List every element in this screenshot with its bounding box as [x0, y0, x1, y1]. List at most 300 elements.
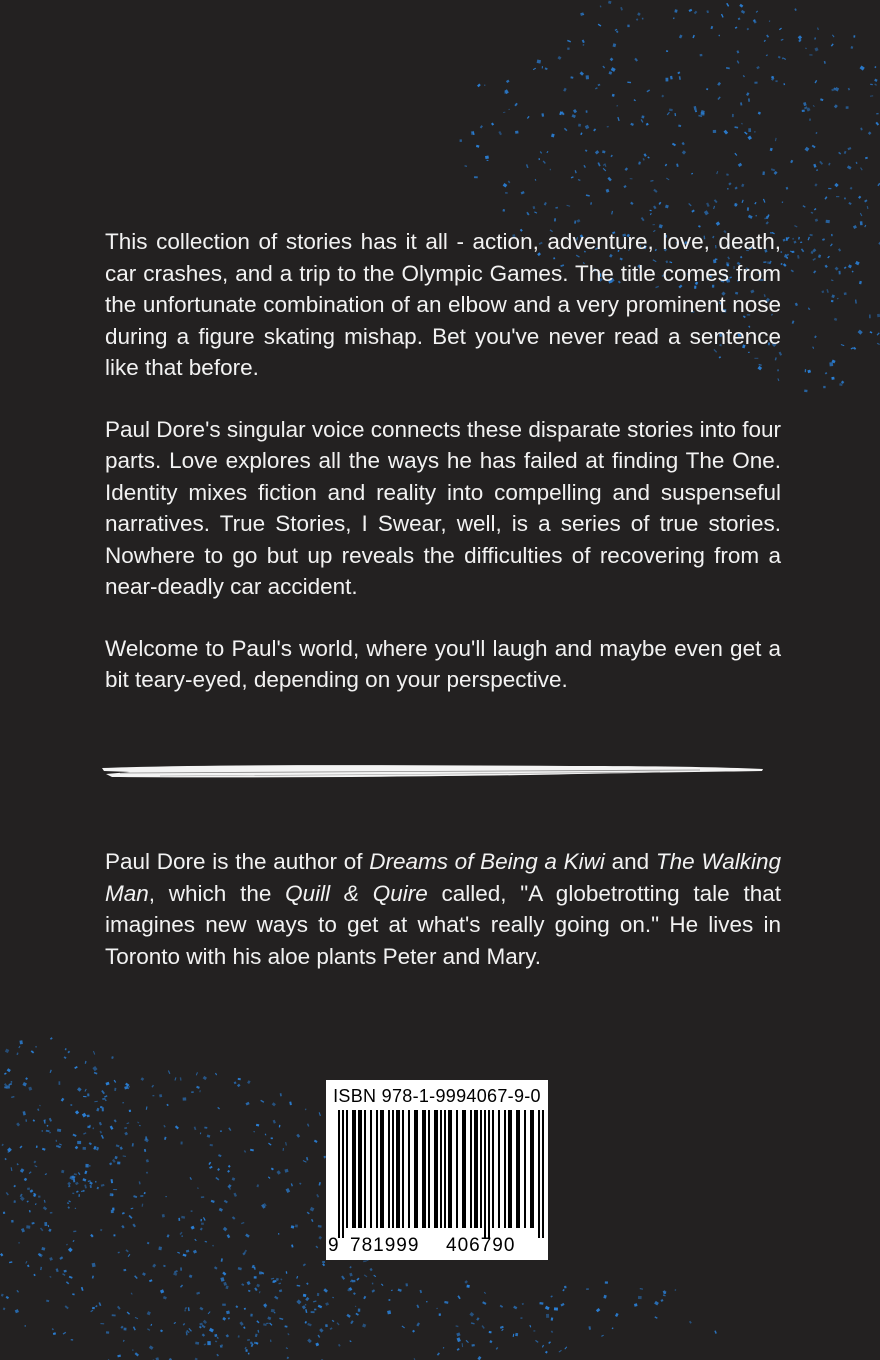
speckle: [61, 1098, 65, 1102]
speckle: [303, 1160, 307, 1163]
speckle: [805, 369, 807, 372]
speckle: [189, 1177, 192, 1180]
speckle: [297, 1285, 301, 1287]
speckle: [841, 381, 844, 384]
speckle: [781, 39, 784, 41]
speckle: [194, 1127, 197, 1131]
speckle: [844, 151, 847, 154]
barcode-bar: [470, 1110, 472, 1228]
speckle: [93, 1051, 95, 1055]
speckle: [608, 71, 612, 75]
speckle: [682, 150, 686, 154]
speckle: [816, 169, 818, 171]
speckle: [4, 1073, 7, 1075]
speckle: [464, 1280, 468, 1284]
speckle: [436, 1308, 437, 1309]
speckle: [831, 279, 834, 281]
barcode-bar: [380, 1110, 384, 1228]
speckle: [643, 153, 646, 157]
speckle: [66, 1281, 69, 1284]
speckle: [279, 1318, 283, 1320]
speckle: [141, 1077, 145, 1081]
speckle: [748, 128, 751, 132]
speckle: [104, 1095, 107, 1098]
speckle: [793, 241, 796, 244]
barcode-bar: [414, 1110, 418, 1228]
speckle: [498, 131, 502, 135]
barcode-bar: [456, 1110, 458, 1228]
speckle: [178, 1218, 180, 1221]
speckle: [227, 1170, 230, 1173]
speckle: [325, 1302, 329, 1306]
speckle: [318, 1225, 322, 1228]
speckle: [545, 1351, 548, 1354]
speckle: [870, 95, 873, 96]
speckle: [691, 173, 693, 175]
blurb-paragraph-1: This collection of stories has it all - action, adventure, love, death, car crashes, and a trip to the Olympic Games. The title comes from the unfortunate combination of an elbow and a very prominent nose during a figure skating mishap. Bet you've never read a sentence like that before.: [105, 229, 781, 380]
speckle: [226, 1311, 230, 1315]
speckle: [33, 1161, 36, 1164]
speckle: [174, 1077, 176, 1080]
speckle: [612, 1327, 614, 1329]
speckle: [11, 1220, 14, 1223]
speckle: [25, 1325, 27, 1326]
speckle: [689, 1321, 692, 1324]
barcode-bar: [358, 1110, 362, 1228]
speckle: [550, 1295, 552, 1297]
speckle: [527, 116, 530, 119]
speckle: [666, 178, 669, 181]
speckle: [272, 1102, 276, 1106]
speckle: [742, 200, 744, 203]
speckle: [247, 1339, 250, 1340]
speckle: [64, 1056, 67, 1059]
speckle: [271, 1137, 273, 1139]
speckle: [567, 48, 569, 50]
speckle: [814, 183, 817, 186]
speckle: [129, 1215, 133, 1219]
speckle: [248, 1290, 251, 1292]
speckle: [114, 1080, 117, 1083]
speckle: [740, 102, 742, 105]
speckle: [402, 1326, 405, 1329]
speckle: [16, 1122, 20, 1126]
speckle: [235, 1305, 238, 1308]
speckle: [319, 1112, 321, 1116]
speckle: [9, 1261, 12, 1263]
speckle: [325, 1324, 328, 1327]
speckle: [226, 1334, 229, 1337]
speckle: [11, 1096, 14, 1098]
speckle: [19, 1146, 22, 1149]
speckle: [678, 125, 681, 128]
speckle: [254, 1276, 257, 1278]
speckle: [139, 1181, 141, 1184]
barcode-bar: [338, 1110, 340, 1238]
speckle: [201, 1196, 204, 1198]
speckle: [177, 1252, 180, 1254]
speckle: [822, 238, 825, 241]
speckle: [419, 1290, 422, 1293]
speckle: [831, 234, 833, 236]
speckle: [205, 1241, 208, 1243]
speckle: [112, 1208, 114, 1211]
speckle: [627, 25, 629, 28]
speckle: [124, 1328, 127, 1331]
speckle: [306, 1157, 308, 1161]
speckle: [794, 225, 797, 228]
speckle: [607, 177, 611, 182]
speckle: [642, 158, 644, 161]
speckle: [48, 1229, 51, 1232]
speckle: [149, 1279, 152, 1282]
speckle: [620, 7, 623, 11]
speckle: [271, 1309, 275, 1313]
speckle: [196, 1086, 200, 1089]
speckle: [272, 1281, 275, 1283]
speckle: [117, 1162, 120, 1165]
speckle: [210, 1144, 213, 1146]
speckle: [307, 1212, 310, 1215]
speckle: [84, 1185, 87, 1189]
speckle: [679, 76, 681, 80]
speckle: [132, 1224, 136, 1228]
speckle: [689, 9, 693, 12]
speckle: [804, 147, 809, 152]
speckle: [311, 1219, 314, 1222]
speckle: [15, 1309, 19, 1313]
speckle: [24, 1178, 27, 1181]
speckle: [542, 66, 543, 68]
speckle: [319, 1328, 323, 1332]
speckle: [151, 1085, 154, 1088]
speckle: [834, 183, 838, 187]
speckle: [814, 335, 817, 338]
speckle: [135, 1317, 138, 1319]
speckle: [92, 1307, 95, 1309]
speckle: [555, 207, 558, 209]
speckle: [616, 105, 618, 107]
speckle: [283, 1148, 284, 1151]
speckle: [852, 271, 854, 273]
speckle: [27, 1200, 29, 1202]
barcode-bar: [388, 1110, 390, 1228]
speckle: [520, 1318, 522, 1319]
speckle: [443, 1347, 445, 1349]
speckle: [770, 148, 773, 151]
speckle: [193, 1250, 197, 1254]
speckle: [570, 76, 573, 78]
speckle: [630, 202, 633, 205]
speckle: [844, 267, 847, 270]
speckle: [669, 109, 673, 112]
speckle: [223, 1227, 228, 1232]
speckle: [514, 103, 517, 107]
speckle: [667, 112, 670, 115]
speckle: [121, 1225, 124, 1228]
speckle: [638, 161, 641, 164]
speckle: [853, 347, 856, 350]
speckle: [122, 1212, 125, 1215]
speckle: [305, 1304, 307, 1306]
speckle: [855, 261, 860, 265]
speckle: [163, 1125, 165, 1128]
speckle: [460, 139, 462, 142]
speckle: [110, 1126, 114, 1130]
barcode-bar: [462, 1110, 466, 1228]
speckle: [659, 202, 662, 205]
speckle: [67, 1182, 71, 1186]
speckle: [59, 1256, 63, 1260]
speckle: [545, 1306, 550, 1310]
speckle: [747, 136, 752, 141]
speckle: [57, 1129, 61, 1132]
speckle: [775, 80, 777, 82]
speckle: [477, 84, 481, 88]
speckle: [92, 1127, 94, 1129]
speckle: [50, 1070, 52, 1073]
speckle: [830, 243, 833, 246]
speckle: [29, 1171, 32, 1174]
speckle: [124, 1127, 127, 1129]
speckle: [650, 213, 652, 215]
speckle: [184, 1309, 186, 1311]
barcode-digits-right: 406790: [446, 1235, 516, 1256]
speckle: [180, 1077, 182, 1080]
speckle: [67, 1206, 70, 1209]
speckle: [167, 1234, 170, 1237]
speckle: [704, 210, 709, 215]
speckle: [803, 205, 806, 208]
speckle: [118, 1252, 120, 1254]
speckle: [500, 1326, 504, 1329]
speckle: [865, 157, 868, 160]
speckle: [318, 1305, 323, 1309]
speckle: [739, 4, 743, 8]
speckle: [471, 1322, 475, 1324]
speckle: [763, 199, 766, 203]
speckle: [405, 1283, 408, 1286]
speckle: [228, 1127, 231, 1131]
speckle: [582, 40, 585, 44]
barcode-bar: [352, 1110, 356, 1228]
speckle: [590, 202, 592, 205]
speckle: [291, 1183, 293, 1186]
speckle: [67, 1202, 69, 1204]
speckle: [867, 206, 869, 209]
speckle: [102, 1107, 104, 1111]
speckle: [676, 164, 678, 167]
speckle: [90, 1310, 93, 1313]
speckle: [14, 1200, 16, 1203]
speckle: [831, 43, 834, 46]
speckle: [46, 1300, 49, 1303]
speckle: [273, 1120, 276, 1124]
speckle: [56, 1145, 58, 1147]
speckle: [744, 132, 748, 135]
speckle: [802, 110, 805, 112]
speckle: [821, 290, 824, 293]
speckle: [437, 1352, 440, 1355]
speckle: [147, 1242, 150, 1245]
speckle: [355, 1306, 357, 1308]
speckle: [721, 14, 724, 18]
speckle: [50, 1212, 53, 1214]
speckle: [717, 96, 720, 100]
speckle: [269, 1323, 272, 1326]
speckle: [110, 1193, 113, 1196]
speckle: [853, 225, 857, 229]
speckle: [349, 1273, 352, 1277]
speckle: [874, 79, 877, 82]
speckle: [694, 106, 697, 110]
speckle: [183, 1323, 185, 1326]
speckle: [16, 1290, 19, 1293]
speckle: [798, 237, 800, 240]
speckle: [783, 239, 786, 242]
speckle: [874, 66, 876, 68]
speckle: [718, 35, 720, 37]
speckle: [716, 171, 718, 174]
speckle: [625, 167, 629, 171]
speckle: [204, 1127, 207, 1129]
speckle: [221, 1258, 223, 1262]
speckle: [40, 1228, 44, 1232]
speckle: [135, 1352, 139, 1356]
speckle: [508, 181, 511, 184]
speckle: [280, 1278, 282, 1280]
speckle: [26, 1225, 30, 1228]
speckle: [211, 1200, 215, 1203]
speckle: [13, 1185, 16, 1188]
speckle: [541, 113, 544, 117]
speckle: [142, 1204, 144, 1207]
barcode-bar: [538, 1110, 540, 1238]
speckle: [241, 1283, 244, 1286]
speckle: [101, 1090, 105, 1094]
speckle: [313, 1300, 317, 1302]
speckle: [41, 1247, 45, 1251]
speckle: [371, 1289, 375, 1292]
speckle: [163, 1296, 167, 1300]
speckle: [101, 1135, 104, 1139]
speckle: [554, 1307, 558, 1310]
speckle: [585, 125, 589, 129]
speckle: [798, 39, 801, 43]
speckle: [790, 160, 793, 164]
back-cover-blurb: [105, 226, 781, 726]
speckle: [775, 138, 777, 141]
speckle: [858, 330, 863, 335]
publication-name: Quill & Quire: [285, 880, 428, 906]
speckle: [317, 1335, 320, 1338]
speckle: [515, 131, 519, 134]
speckle: [813, 105, 815, 107]
speckle: [227, 1234, 231, 1238]
speckle: [783, 263, 787, 267]
speckle: [322, 1261, 325, 1263]
speckle: [94, 1072, 98, 1075]
barcode-bar: [428, 1110, 430, 1228]
speckle: [92, 1276, 94, 1279]
speckle: [256, 1124, 259, 1127]
speckle: [72, 1293, 75, 1295]
speckle: [595, 150, 599, 154]
speckle: [137, 1122, 139, 1124]
speckle: [641, 119, 644, 123]
speckle: [232, 1216, 236, 1220]
speckle: [700, 54, 703, 56]
speckle: [199, 1090, 201, 1092]
speckle: [823, 386, 825, 388]
speckle: [163, 1265, 166, 1267]
speckle: [860, 167, 863, 170]
speckle: [574, 220, 576, 223]
speckle: [220, 1277, 224, 1282]
speckle: [853, 35, 855, 37]
speckle: [62, 1273, 65, 1276]
speckle: [726, 3, 729, 7]
speckle: [612, 94, 615, 97]
speckle: [146, 1106, 148, 1109]
speckle: [666, 78, 669, 82]
speckle: [826, 289, 829, 293]
speckle: [586, 75, 589, 79]
speckle: [578, 124, 581, 127]
speckle: [747, 28, 750, 31]
speckle: [714, 199, 718, 203]
speckle: [35, 1203, 37, 1205]
speckle: [271, 1168, 274, 1171]
speckle: [209, 1166, 212, 1169]
speckle: [114, 1088, 116, 1091]
blurb-paragraph-2: Paul Dore's singular voice connects these disparate stories into four parts. Love explores all the ways he has failed at finding The One. Identity mixes fiction and reality into compelling and suspenseful narratives. True Stories, I Swear, well, is a series of true stories. Nowhere to go but up reveals the difficulties of recovering from a near-deadly car accident.: [105, 416, 781, 599]
speckle: [127, 1312, 130, 1315]
speckle: [134, 1275, 138, 1279]
speckle: [634, 1303, 638, 1306]
speckle: [723, 130, 728, 135]
speckle: [220, 1346, 222, 1347]
speckle: [201, 1223, 204, 1225]
speckle: [522, 1303, 524, 1305]
speckle: [398, 1289, 402, 1292]
speckle: [610, 155, 613, 158]
speckle: [766, 221, 769, 224]
speckle: [296, 1134, 300, 1138]
speckle: [4, 1086, 7, 1088]
speckle: [813, 164, 816, 168]
speckle: [850, 46, 853, 49]
speckle: [109, 1162, 112, 1165]
barcode-digits-left: 781999: [350, 1235, 420, 1256]
speckle: [734, 153, 737, 156]
barcode-bar: [346, 1110, 348, 1228]
speckle: [349, 1266, 351, 1268]
speckle: [254, 1287, 257, 1291]
speckle: [876, 113, 878, 115]
speckle: [540, 151, 542, 154]
speckle: [391, 1290, 393, 1291]
speckle: [100, 1323, 104, 1324]
speckle: [113, 1189, 117, 1190]
speckle: [738, 163, 742, 167]
speckle: [606, 189, 610, 193]
speckle: [706, 88, 708, 90]
speckle: [256, 1320, 259, 1323]
speckle: [214, 1266, 218, 1269]
speckle: [726, 67, 730, 69]
speckle: [330, 1327, 333, 1330]
